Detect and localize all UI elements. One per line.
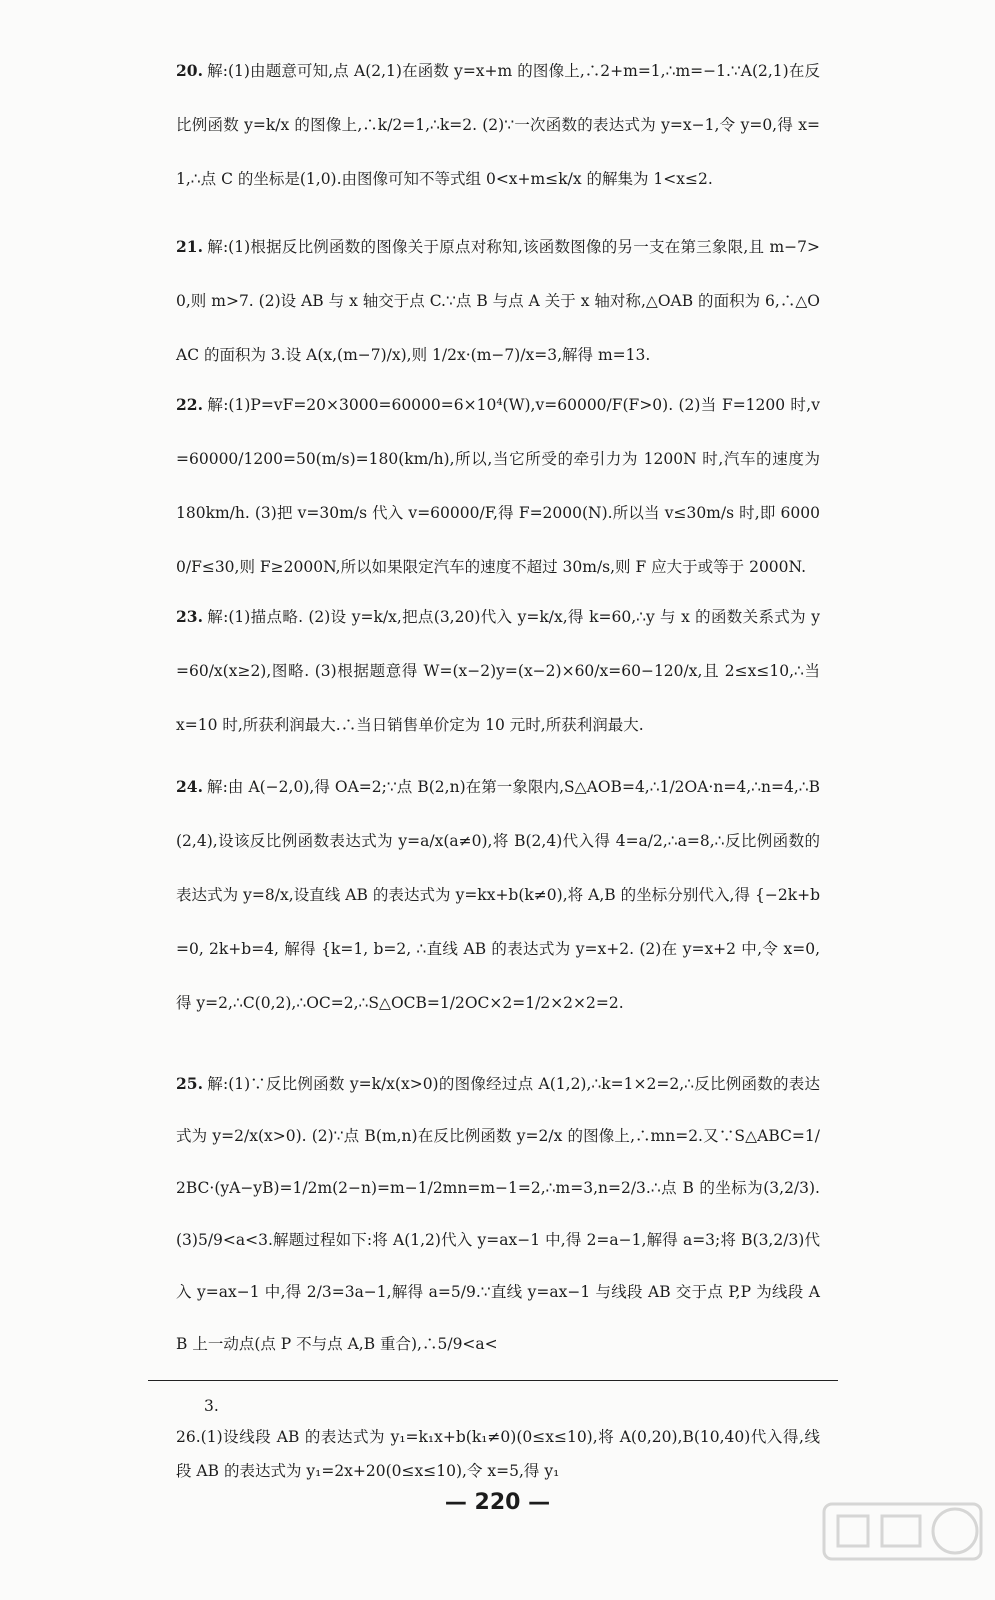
problem-number: 22.	[176, 395, 203, 414]
section-divider	[148, 1380, 838, 1381]
problem-number: 24.	[176, 777, 203, 796]
solution-text: 解:(1)P=vF=20×3000=60000=6×10⁴(W),v=60000/F(F>0). (2)当 F=1200 时,v=60000/1200=50(m/s)=180(km/h),所以,当它所受的牵引力为 1200N 时,汽车的速度为 180km/h. (3)把 v=30m/s 代入 v=60000/F,得 F=2000(N).所以当 v≤30m/s 时,即 60000/F≤30,则 F≥2000N,所以如果限定汽车的速度不超过 30m/s,则 F 应大于或等于 2000N.	[176, 396, 820, 576]
solution-text: 解:(1)由题意可知,点 A(2,1)在函数 y=x+m 的图像上,∴2+m=1,∴m=−1.∵A(2,1)在反比例函数 y=k/x 的图像上,∴k/2=1,∴k=2. (2)∵一次函数的表达式为 y=x−1,令 y=0,得 x=1,∴点 C 的坐标是(1,0).由图像可知不等式组 0<x+m≤k/x 的解集为 1<x≤2.	[176, 62, 820, 188]
problem-number: 20.	[176, 61, 203, 80]
solution-22	[176, 378, 820, 594]
watermark-logo	[820, 1500, 985, 1595]
problem-number: 23.	[176, 607, 203, 626]
solution-26	[176, 1420, 820, 1488]
solution-text: (1)设线段 AB 的表达式为 y₁=k₁x+b(k₁≠0)(0≤x≤10),将 A(0,20),B(10,40)代入得,线段 AB 的表达式为 y₁=2x+20(0≤x≤10),令 x=5,得 y₁	[176, 1428, 820, 1480]
solution-21	[176, 220, 820, 382]
solution-text: 解:(1)根据反比例函数的图像关于原点对称知,该函数图像的另一支在第三象限,且 m−7>0,则 m>7. (2)设 AB 与 x 轴交于点 C.∵点 B 与点 A 关于 x 轴对称,△OAB 的面积为 6,∴△OAC 的面积为 3.设 A(x,(m−7)/x),则 1/2x·(m−7)/x=3,解得 m=13.	[176, 238, 820, 364]
problem-number: 25.	[176, 1074, 203, 1093]
problem-number: 26.	[176, 1428, 201, 1446]
solution-24	[176, 760, 820, 1030]
solution-text: 解:由 A(−2,0),得 OA=2;∵点 B(2,n)在第一象限内,S△AOB=4,∴1/2OA·n=4,∴n=4,∴B(2,4),设该反比例函数表达式为 y=a/x(a≠0),将 B(2,4)代入得 4=a/2,∴a=8,∴反比例函数的表达式为 y=8/x,设直线 AB 的表达式为 y=kx+b(k≠0),将 A,B 的坐标分别代入,得 {−2k+b=0, 2k+b=4, 解得 {k=1, b=2, ∴直线 AB 的表达式为 y=x+2. (2)在 y=x+2 中,令 x=0,得 y=2,∴C(0,2),∴OC=2,∴S△OCB=1/2OC×2=1/2×2×2=2.	[176, 778, 820, 1012]
page-number: — 220 —	[444, 1490, 551, 1515]
solution-25	[176, 1058, 820, 1370]
solution-text: 解:(1)∵反比例函数 y=k/x(x>0)的图像经过点 A(1,2),∴k=1×2=2,∴反比例函数的表达式为 y=2/x(x>0). (2)∵点 B(m,n)在反比例函数 y=2/x 的图像上,∴mn=2.又∵S△ABC=1/2BC·(yA−yB)=1/2m(2−n)=m−1/2mn=m−1=2,∴m=3,n=2/3.∴点 B 的坐标为(3,2/3). (3)5/9<a<3.解题过程如下:将 A(1,2)代入 y=ax−1 中,得 2=a−1,解得 a=3;将 B(3,2/3)代入 y=ax−1 中,得 2/3=3a−1,解得 a=5/9.∵直线 y=ax−1 与线段 AB 交于点 P,P 为线段 AB 上一动点(点 P 不与点 A,B 重合),∴5/9<a<	[176, 1075, 820, 1353]
continued-answer: 3.	[204, 1397, 219, 1415]
solution-20	[176, 44, 820, 206]
solution-text: 解:(1)描点略. (2)设 y=k/x,把点(3,20)代入 y=k/x,得 k=60,∴y 与 x 的函数关系式为 y=60/x(x≥2),图略. (3)根据题意得 W=(x−2)y=(x−2)×60/x=60−120/x,且 2≤x≤10,∴当 x=10 时,所获利润最大.∴当日销售单价定为 10 元时,所获利润最大.	[176, 608, 820, 734]
solution-23	[176, 590, 820, 752]
problem-number: 21.	[176, 237, 203, 256]
